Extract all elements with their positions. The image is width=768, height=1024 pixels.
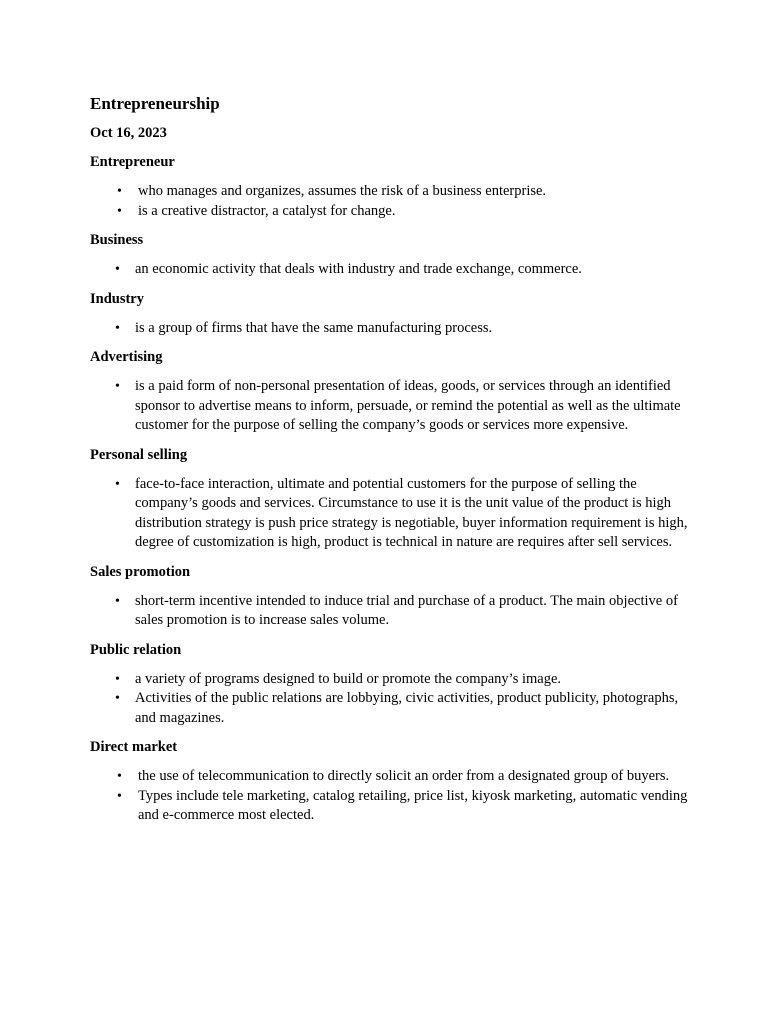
list-item-text: a variety of programs designed to build or promote the company’s image. xyxy=(135,670,562,687)
bullet-icon: • xyxy=(115,593,120,609)
section-heading: Public relation xyxy=(90,641,182,658)
section-public-relation xyxy=(90,641,690,729)
section-business xyxy=(90,231,690,280)
section-heading: Entrepreneur xyxy=(90,154,175,170)
bullet-icon: • xyxy=(117,184,122,199)
list-item xyxy=(90,182,690,202)
bullet-icon: • xyxy=(115,476,120,492)
bullet-icon: • xyxy=(117,769,122,784)
section-heading: Personal selling xyxy=(90,446,188,463)
section-industry xyxy=(90,290,690,339)
list-item-text: short-term incentive intended to induce trial and purchase of a product. The main objective of sales promotion is to increase sales volume. xyxy=(135,592,678,628)
section-heading: Advertising xyxy=(90,349,163,365)
bullet-list xyxy=(90,319,690,339)
bullet-icon: • xyxy=(115,691,120,706)
bullet-list xyxy=(90,475,690,553)
section-heading: Direct market xyxy=(90,739,178,755)
list-item-text: Types include tele marketing, catalog retailing, price list, kiyosk marketing, automatic vending and e-commerce most elected. xyxy=(138,787,688,823)
list-item xyxy=(90,689,690,728)
bullet-icon: • xyxy=(115,671,120,687)
list-item-text: who manages and organizes, assumes the risk of a business enterprise. xyxy=(138,183,547,199)
list-item xyxy=(90,592,690,631)
document-date: Oct 16, 2023 xyxy=(90,125,167,141)
section-heading: Industry xyxy=(90,290,144,307)
bullet-list xyxy=(90,260,690,280)
list-item-text: is a creative distractor, a catalyst for change. xyxy=(138,202,396,219)
bullet-list xyxy=(90,592,690,631)
list-item xyxy=(90,670,690,690)
bullet-list xyxy=(90,377,690,436)
section-entrepreneur xyxy=(90,153,690,221)
list-item xyxy=(90,787,690,826)
list-item-text: Activities of the public relations are lobbying, civic activities, product publicity, photographs, and magazines. xyxy=(135,690,679,726)
bullet-icon: • xyxy=(115,379,120,394)
page-title: Entrepreneurship xyxy=(90,94,220,113)
list-item xyxy=(90,260,690,280)
document-page xyxy=(90,92,690,836)
bullet-icon: • xyxy=(117,788,122,804)
list-item-text: face-to-face interaction, ultimate and potential customers for the purpose of selling the company’s goods and services. Circumstance to use it is the unit value of the product is high distribution strategy is push price strategy is negotiable, buyer information requirement is high, degree of customization is high, product is technical in nature are requires after sell services. xyxy=(135,475,688,550)
list-item-text: an economic activity that deals with industry and trade exchange, commerce. xyxy=(135,261,582,277)
bullet-list xyxy=(90,182,690,221)
bullet-list xyxy=(90,767,690,826)
list-item-text: is a paid form of non-personal presentation of ideas, goods, or services through an identified sponsor to advertise means to inform, persuade, or remind the potential as well as the ultimate customer for the purpose of selling the company’s goods or services more expensive. xyxy=(135,378,681,433)
list-item xyxy=(90,767,690,787)
bullet-icon: • xyxy=(115,320,120,336)
section-sales-promotion xyxy=(90,563,690,631)
section-personal-selling xyxy=(90,446,690,553)
list-item xyxy=(90,475,690,553)
bullet-list xyxy=(90,670,690,729)
list-item-text: the use of telecommunication to directly solicit an order from a designated group of buyers. xyxy=(138,768,670,784)
bullet-icon: • xyxy=(117,203,122,219)
section-heading: Sales promotion xyxy=(90,563,191,580)
bullet-icon: • xyxy=(115,262,120,277)
section-advertising xyxy=(90,348,690,436)
list-item-text: is a group of firms that have the same manufacturing process. xyxy=(135,319,493,336)
section-direct-market xyxy=(90,738,690,826)
list-item xyxy=(90,319,690,339)
section-heading: Business xyxy=(90,232,144,248)
list-item xyxy=(90,377,690,436)
list-item xyxy=(90,202,690,222)
